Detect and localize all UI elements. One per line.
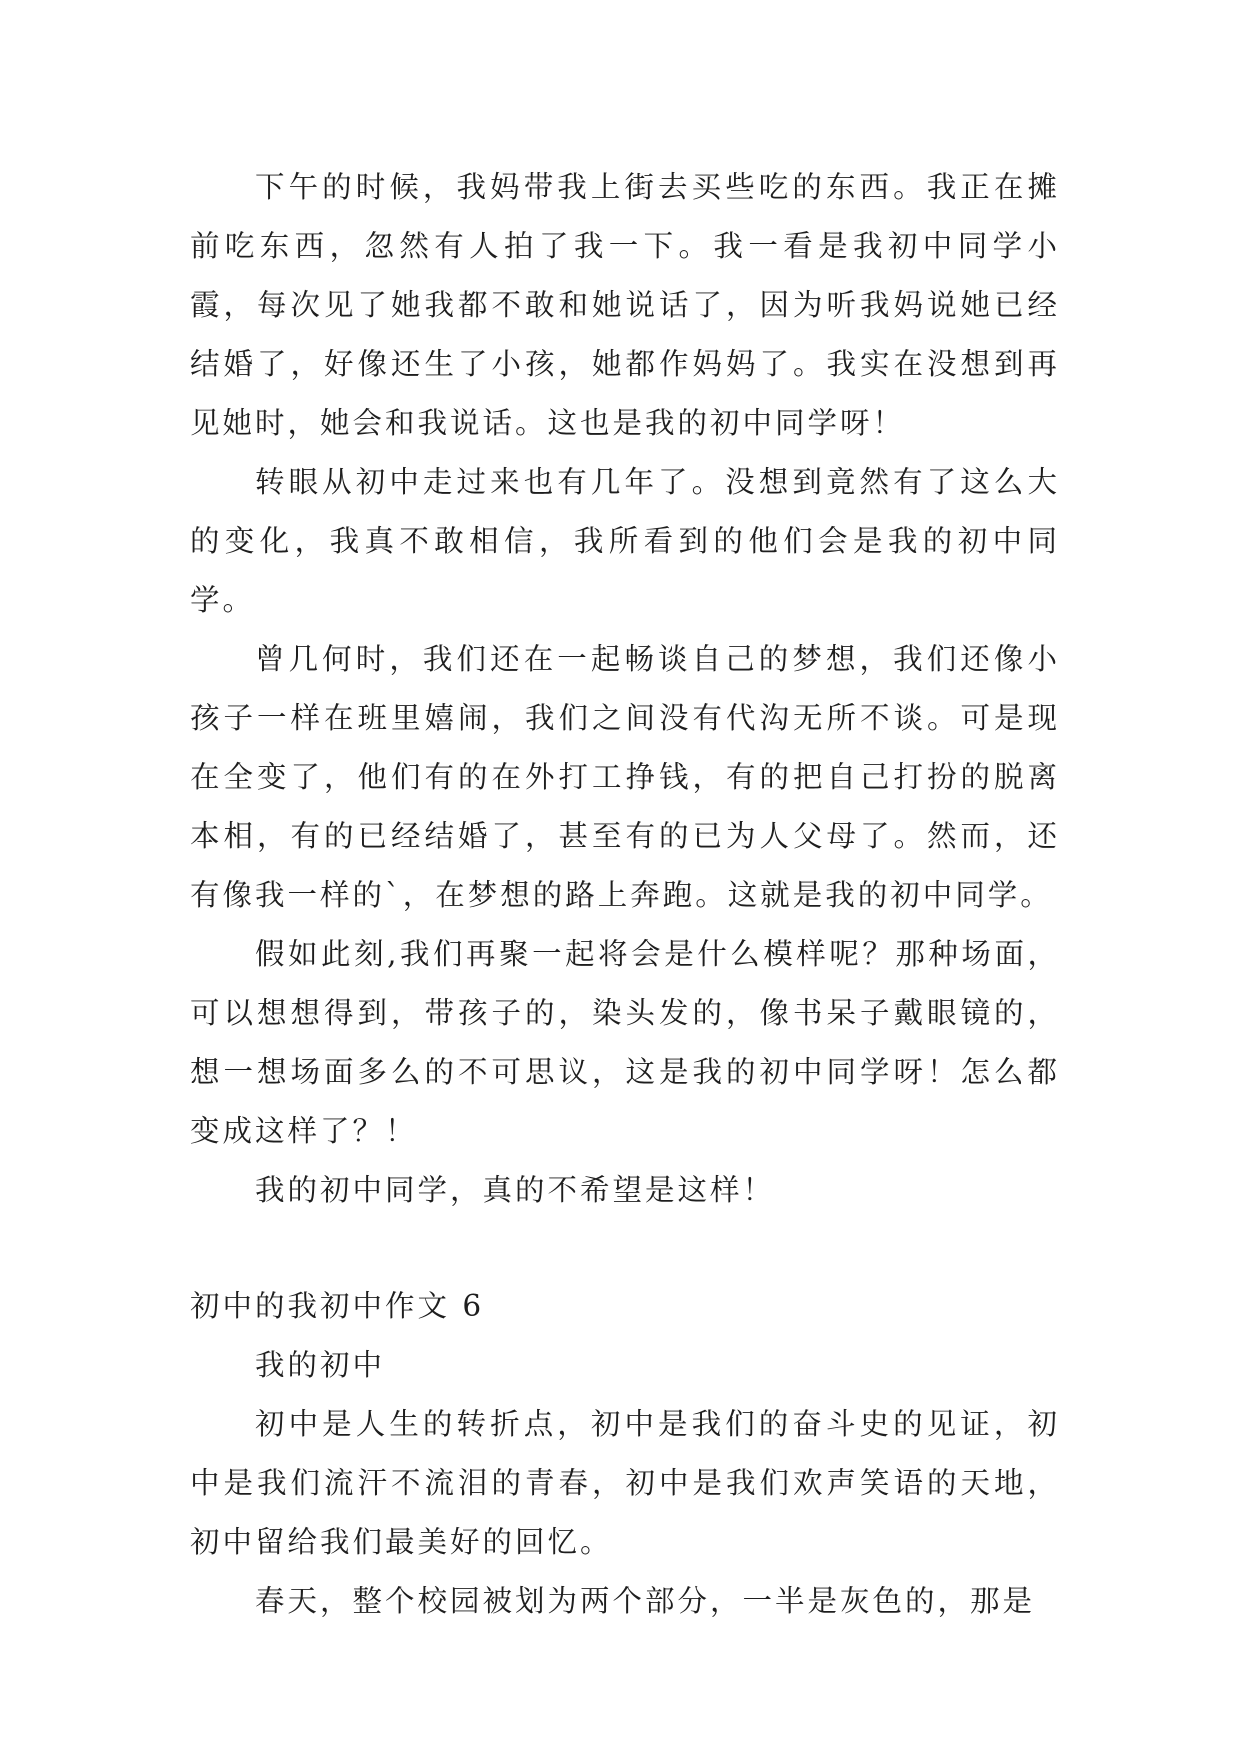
paragraph: 假如此刻,我们再聚一起将会是什么模样呢？那种场面，可以想想得到，带孩子的，染头发的，像书呆子戴眼镜的，想一想场面多么的不可思议，这是我的初中同学呀！怎么都变成这样了？！ bbox=[190, 937, 1060, 1148]
paragraph: 我的初中同学，真的不希望是这样！ bbox=[255, 1173, 776, 1207]
essay-subtitle: 我的初中 bbox=[255, 1348, 386, 1382]
section-heading: 初中的我初中作文 6 bbox=[190, 1289, 485, 1323]
section-spacer bbox=[190, 1220, 1060, 1277]
paragraph: 初中是人生的转折点，初中是我们的奋斗史的见证，初中是我们流汗不流泪的青春，初中是我们欢声笑语的天地，初中留给我们最美好的回忆。 bbox=[190, 1407, 1060, 1559]
paragraph: 曾几何时，我们还在一起畅谈自己的梦想，我们还像小孩子一样在班里嬉闹，我们之间没有代沟无所不谈。可是现在全变了，他们有的在外打工挣钱，有的把自己打扮的脱离本相，有的已经结婚了，甚至有的已为人父母了。然而，还有像我一样的`，在梦想的路上奔跑。这就是我的初中同学。 bbox=[190, 642, 1060, 912]
paragraph: 春天，整个校园被划为两个部分，一半是灰色的，那是 bbox=[255, 1584, 1036, 1618]
paragraph: 下午的时候，我妈带我上街去买些吃的东西。我正在摊前吃东西，忽然有人拍了我一下。我一看是我初中同学小霞，每次见了她我都不敢和她说话了，因为听我妈说她已经结婚了，好像还生了小孩，她都作妈妈了。我实在没想到再见她时，她会和我说话。这也是我的初中同学呀！ bbox=[190, 170, 1060, 440]
document-body bbox=[190, 158, 1060, 1631]
paragraph: 转眼从初中走过来也有几年了。没想到竟然有了这么大的变化，我真不敢相信，我所看到的他们会是我的初中同学。 bbox=[190, 465, 1060, 617]
